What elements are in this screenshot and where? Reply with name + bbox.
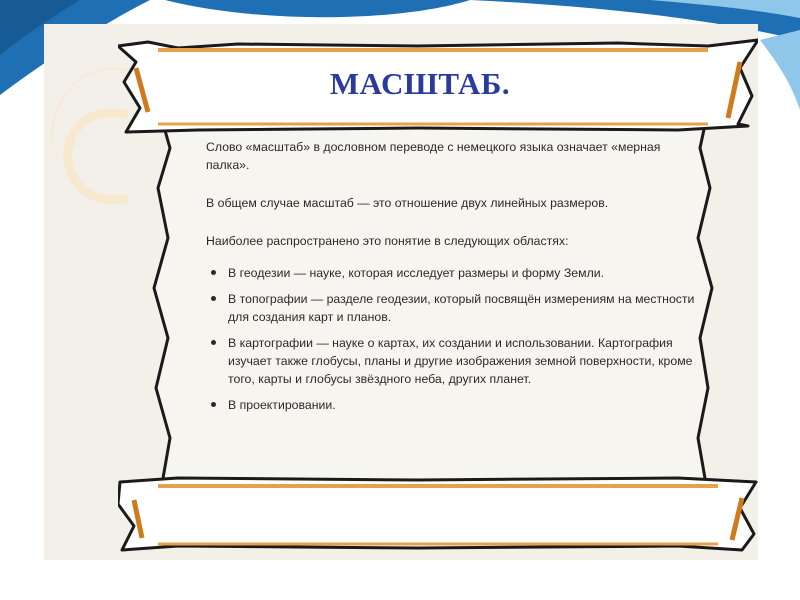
list-item bbox=[206, 334, 700, 388]
bullet-icon bbox=[211, 270, 216, 275]
paragraph-areas-intro: Наиболее распространено это понятие в следующих областях: bbox=[206, 234, 569, 248]
bullet-icon bbox=[211, 340, 216, 345]
list-item bbox=[206, 264, 700, 282]
list-item-text: В геодезии — науке, которая исследует размеры и форму Земли. bbox=[228, 266, 605, 280]
list-item bbox=[206, 290, 700, 326]
list-item-text: В проектировании. bbox=[228, 398, 336, 412]
bullet-icon bbox=[211, 402, 216, 407]
list-item-text: В картографии — науке о картах, их создании и использовании. Картография изучает также глобусы, планы и другие изображения земной поверхности, кроме того, карты и глобусы звёздного неба, других планет. bbox=[228, 336, 693, 386]
areas-list bbox=[206, 264, 700, 414]
slide-title: МАСШТАБ. bbox=[329, 66, 511, 101]
paragraph-definition: Слово «масштаб» в дословном переводе с немецкого языка означает «мерная палка». bbox=[206, 140, 661, 172]
list-item-text: В топографии — разделе геодезии, который посвящён измерениям на местности для создания карт и планов. bbox=[228, 292, 695, 324]
bullet-icon bbox=[211, 296, 216, 301]
list-item bbox=[206, 396, 700, 414]
paragraph-general: В общем случае масштаб — это отношение двух линейных размеров. bbox=[206, 196, 609, 210]
scroll-content bbox=[206, 138, 700, 422]
